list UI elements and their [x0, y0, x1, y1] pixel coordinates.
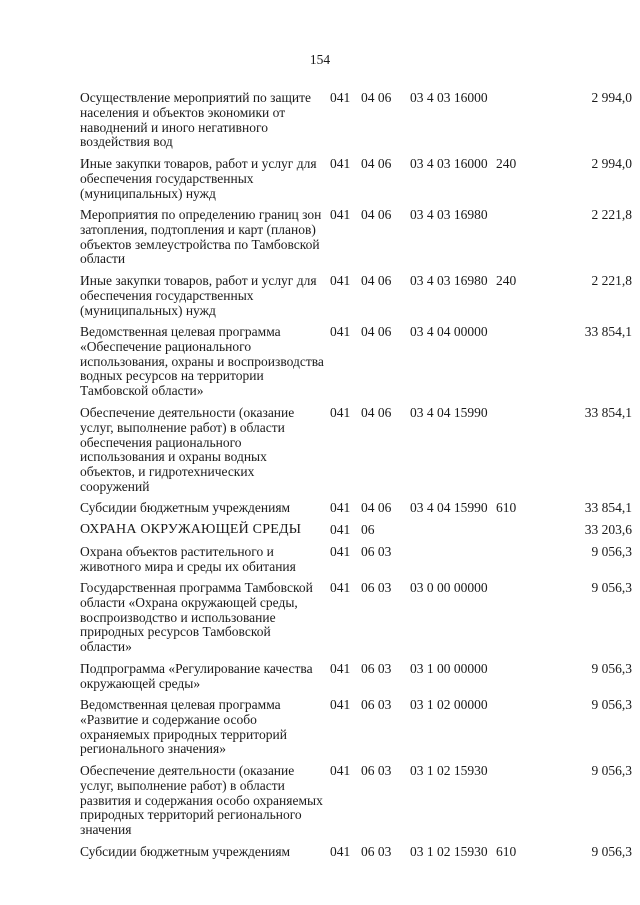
row-name: Подпрограмма «Регулирование качества окружающей среды» [80, 661, 313, 691]
table-row [80, 325, 640, 406]
row-section-code: 06 03 [361, 544, 392, 559]
row-ministry-code: 041 [330, 522, 351, 537]
row-expense-type: 610 [496, 500, 517, 515]
table-row [80, 581, 640, 662]
row-expense-type: 610 [496, 844, 517, 859]
row-ministry-code: 041 [330, 844, 351, 859]
row-name: Субсидии бюджетным учреждениям [80, 500, 291, 515]
row-ministry-code: 041 [330, 661, 351, 676]
row-section-code: 04 06 [361, 273, 392, 288]
table-row [80, 523, 640, 545]
row-section-code: 04 06 [361, 324, 392, 339]
row-amount: 9 056,3 [591, 580, 632, 595]
row-target-code: 03 4 03 16980 [410, 207, 488, 222]
table-row [80, 274, 640, 325]
row-amount: 2 994,0 [591, 90, 632, 105]
row-amount: 9 056,3 [591, 844, 632, 859]
row-target-code: 03 4 04 00000 [410, 324, 488, 339]
row-amount: 9 056,3 [591, 697, 632, 712]
table-row [80, 764, 640, 845]
page-number: 154 [309, 52, 331, 67]
row-section-code: 06 03 [361, 763, 392, 778]
row-target-code: 03 4 03 16000 [410, 90, 488, 105]
row-ministry-code: 041 [330, 207, 351, 222]
row-amount: 33 854,1 [584, 500, 632, 515]
row-target-code: 03 1 02 00000 [410, 697, 488, 712]
table-row [80, 91, 640, 157]
row-ministry-code: 041 [330, 697, 351, 712]
row-ministry-code: 041 [330, 580, 351, 595]
row-name: Иные закупки товаров, работ и услуг для обеспечения государственных (муниципальных) нужд [80, 156, 317, 201]
row-target-code: 03 4 03 16000 [410, 156, 488, 171]
row-section-code: 04 06 [361, 156, 392, 171]
row-amount: 33 854,1 [584, 324, 632, 339]
row-expense-type: 240 [496, 156, 517, 171]
row-ministry-code: 041 [330, 156, 351, 171]
row-amount: 2 221,8 [591, 207, 632, 222]
row-name: Государственная программа Тамбовской области «Охрана окружающей среды, воспроизводство и использование природных ресурсов Тамбовской области» [80, 580, 313, 655]
row-name: Осуществление мероприятий по защите населения и объектов экономики от наводнений и иного негативного воздействия вод [80, 90, 312, 150]
budget-table [80, 91, 640, 867]
row-name: Ведомственная целевая программа «Обеспечение рационального использования, охраны и воспроизводства водных ресурсов на территории Тамбовской области» [80, 324, 324, 399]
row-amount: 9 056,3 [591, 763, 632, 778]
row-section-code: 04 06 [361, 405, 392, 420]
row-ministry-code: 041 [330, 405, 351, 420]
row-ministry-code: 041 [330, 763, 351, 778]
table-row [80, 545, 640, 581]
row-section-code: 06 03 [361, 661, 392, 676]
row-expense-type: 240 [496, 273, 517, 288]
table-row [80, 501, 640, 523]
row-target-code: 03 1 00 00000 [410, 661, 488, 676]
row-section-code: 06 03 [361, 844, 392, 859]
row-name: Ведомственная целевая программа «Развитие и содержание особо охраняемых природных территорий регионального значения» [80, 697, 287, 757]
row-target-code: 03 4 04 15990 [410, 405, 488, 420]
table-row [80, 406, 640, 501]
row-ministry-code: 041 [330, 544, 351, 559]
row-ministry-code: 041 [330, 90, 351, 105]
row-section-code: 06 03 [361, 580, 392, 595]
row-section-code: 06 03 [361, 697, 392, 712]
row-target-code: 03 1 02 15930 [410, 763, 488, 778]
row-name: Охрана объектов растительного и животного мира и среды их обитания [80, 544, 296, 574]
row-name: Иные закупки товаров, работ и услуг для обеспечения государственных (муниципальных) нужд [80, 273, 317, 318]
row-amount: 33 854,1 [584, 405, 632, 420]
table-row [80, 208, 640, 274]
table-row [80, 662, 640, 698]
table-row [80, 845, 640, 867]
table-row [80, 698, 640, 764]
row-target-code: 03 1 02 15930 [410, 844, 488, 859]
row-name: Обеспечение деятельности (оказание услуг, выполнение работ) в области обеспечения рационального использования и охраны водных объектов, и гидротехнических сооружений [80, 405, 295, 494]
row-ministry-code: 041 [330, 500, 351, 515]
row-amount: 33 203,6 [584, 522, 632, 537]
row-amount: 9 056,3 [591, 661, 632, 676]
row-section-code: 04 06 [361, 207, 392, 222]
row-amount: 9 056,3 [591, 544, 632, 559]
row-section-code: 04 06 [361, 500, 392, 515]
row-section-code: 06 [361, 522, 375, 537]
row-amount: 2 221,8 [591, 273, 632, 288]
row-target-code: 03 0 00 00000 [410, 580, 488, 595]
row-amount: 2 994,0 [591, 156, 632, 171]
row-ministry-code: 041 [330, 324, 351, 339]
row-target-code: 03 4 04 15990 [410, 500, 488, 515]
row-ministry-code: 041 [330, 273, 351, 288]
row-name: Субсидии бюджетным учреждениям [80, 844, 291, 859]
row-section-code: 04 06 [361, 90, 392, 105]
row-name: Мероприятия по определению границ зон затопления, подтопления и карт (планов) объектов землеустройства по Тамбовской области [80, 207, 322, 267]
row-name: ОХРАНА ОКРУЖАЮЩЕЙ СРЕДЫ [80, 522, 302, 537]
table-row [80, 157, 640, 208]
row-name: Обеспечение деятельности (оказание услуг, выполнение работ) в области развития и содержания особо охраняемых природных территорий регионального значения [80, 763, 323, 838]
row-target-code: 03 4 03 16980 [410, 273, 488, 288]
